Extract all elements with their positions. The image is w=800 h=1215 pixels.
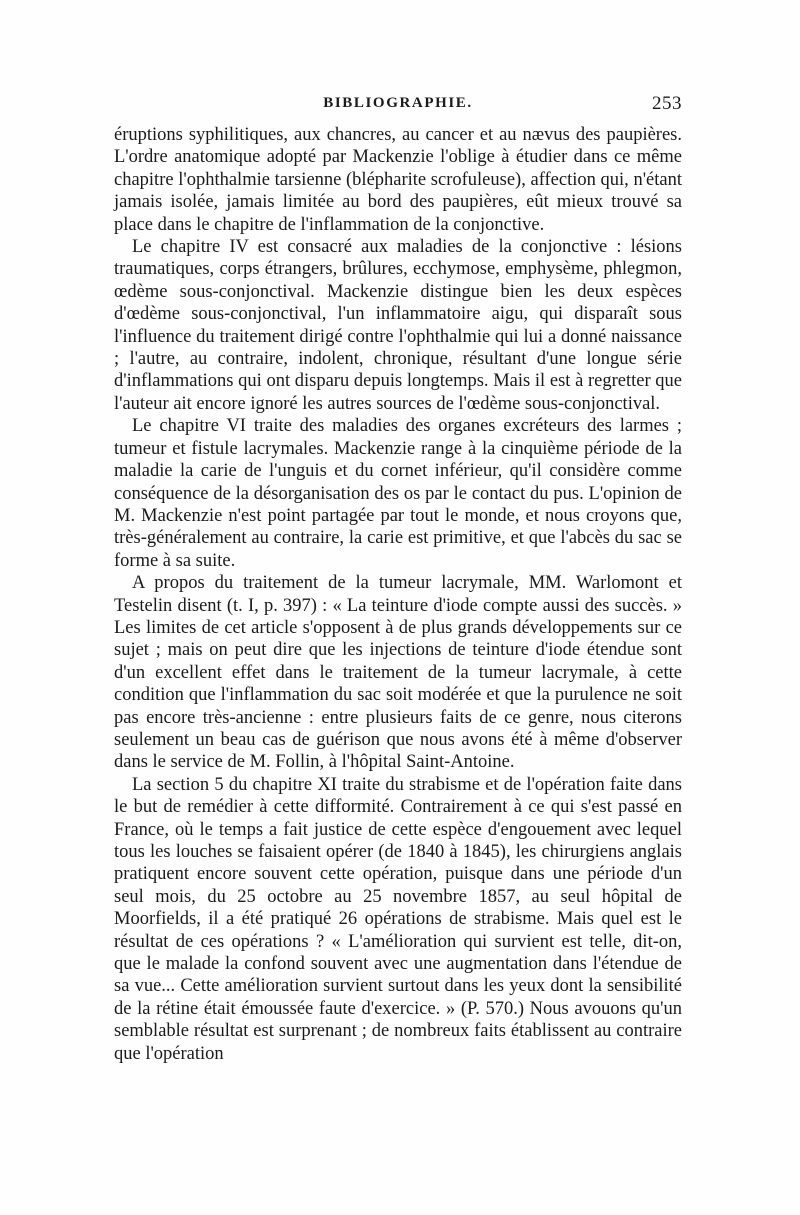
running-title: BIBLIOGRAPHIE. (323, 95, 473, 111)
paragraph-5: La section 5 du chapitre XI traite du strabisme et de l'opération faite dans le but de remédier à cette difformité. Contrairement à ce qui s'est passé en France, où le temps a fait justice de cette espèce d'engouement avec lequel tous les louches se faisaient opérer (de 1840 à 1845), les chirurgiens anglais pratiquent encore souvent cette opération, puisque dans une période d'un seul mois, du 25 octobre au 25 novembre 1857, au seul hôpital de Moorfields, il a été pratiqué 26 opérations de strabisme. Mais quel est le résultat de ces opérations ? « L'amélioration qui survient est telle, dit-on, que le malade la confond souvent avec une augmentation dans l'étendue de sa vue... Cette amélioration survient surtout dans les yeux dont la sensibilité de la rétine était émoussée faute d'exercice. » (P. 570.) Nous avouons qu'un semblable résultat est surprenant ; de nombreux faits établissent au contraire que l'opération (114, 774, 682, 1064)
page-number: 253 (652, 93, 682, 114)
paragraph-1: éruptions syphilitiques, aux chancres, au cancer et au nævus des paupières. L'ordre anatomique adopté par Mackenzie l'oblige à étudier dans ce même chapitre l'ophthalmie tarsienne (blépharite scrofuleuse), affection qui, n'étant jamais isolée, jamais limitée au bord des paupières, eût mieux trouvé sa place dans le chapitre de l'inflammation de la conjonctive. (114, 125, 682, 235)
paragraph-3: Le chapitre VI traite des maladies des organes excréteurs des larmes ; tumeur et fistule lacrymales. Mackenzie range à la cinquième période de la maladie la carie de l'unguis et du cornet inférieur, qu'il considère comme conséquence de la désorganisation des os par le contact du pus. L'opinion de M. Mackenzie n'est point partagée par tout le monde, et nous croyons que, très-généralement au contraire, la carie est primitive, et que l'abcès du sac se forme à sa suite. (114, 416, 682, 571)
running-head (114, 95, 682, 119)
paragraph-2: Le chapitre IV est consacré aux maladies de la conjonctive : lésions traumatiques, corps étrangers, brûlures, ecchymose, emphysème, phlegmon, œdème sous-conjonctival. Mackenzie distingue bien les deux espèces d'œdème sous-conjonctival, l'un inflammatoire aigu, qui disparaît sous l'influence du traitement dirigé contre l'ophthalmie qui lui a donné naissance ; l'autre, au contraire, indolent, chronique, résultant d'une longue série d'inflammations qui ont disparu depuis longtemps. Mais il est à regretter que l'auteur ait encore ignoré les autres sources de l'œdème sous-conjonctival. (114, 237, 682, 414)
body-text (114, 124, 682, 1065)
paragraph-4: A propos du traitement de la tumeur lacrymale, MM. Warlomont et Testelin disent (t. I, p. 397) : « La teinture d'iode compte aussi des succès. » Les limites de cet article s'opposent à de plus grands développements sur ce sujet ; mais on peut dire que les injections de teinture d'iode étendue sont d'un excellent effet dans le traitement de la tumeur lacrymale, à cette condition que l'inflammation du sac soit modérée et que la purulence ne soit pas encore très-ancienne : entre plusieurs faits de ce genre, nous citerons seulement un beau cas de guérison que nous avons été à même d'observer dans le service de M. Follin, à l'hôpital Saint-Antoine. (114, 573, 682, 773)
